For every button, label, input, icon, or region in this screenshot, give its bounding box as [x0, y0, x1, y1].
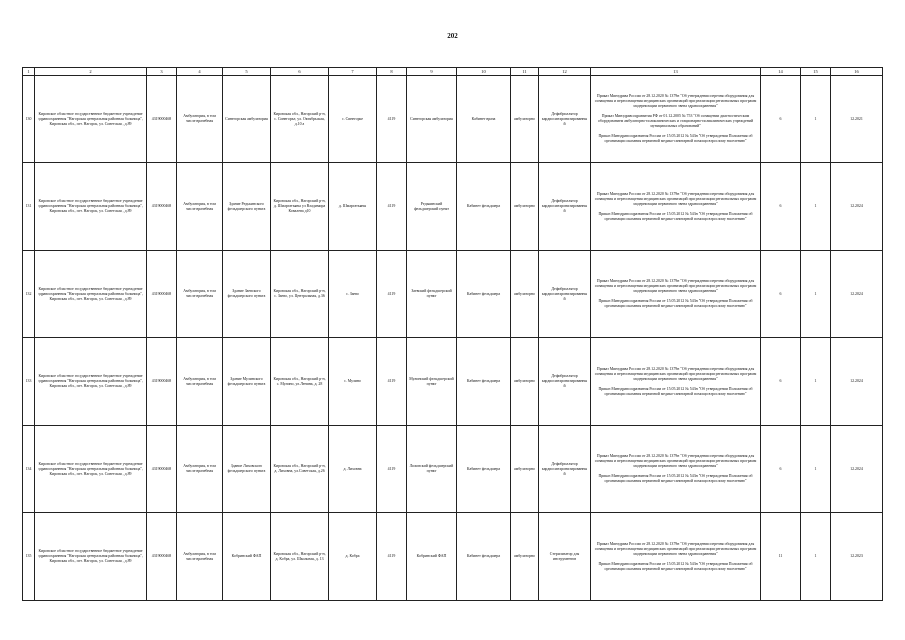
regulation-doc: Приказ Минздрава России от 28.12.2020 № 1379н "Об утверждении перечня оборудования для оснащения и переоснащения медицинских организаций при реализации региональных программ модернизации первичного звена здравоохранения"	[594, 279, 757, 294]
facility-cell: Кобринский ФАП	[407, 513, 457, 601]
room-cell: Кабинет фельдшера	[457, 250, 511, 338]
code-cell: 4119	[377, 425, 407, 513]
quantity-cell: 1	[801, 163, 831, 251]
room-cell: Кабинет фельдшера	[457, 163, 511, 251]
unit-name-cell: Здание Редькинского фельдшерского пункта	[223, 163, 271, 251]
facility-cell: Редькинский фельдшерский пункт	[407, 163, 457, 251]
inn-cell: 4319000468	[147, 338, 177, 426]
table-row	[23, 513, 883, 601]
organization-cell: Кировское областное государственное бюджетное учреждение здравоохранения "Нагорская центральная районная больница", Кировская обл., пгт. Нагорск, ул. Советская , д.89	[35, 163, 147, 251]
table-header-row	[23, 68, 883, 76]
regulation-docs-cell	[591, 338, 761, 426]
row-number: 131	[23, 163, 35, 251]
column-number: 1	[23, 68, 35, 76]
date-cell: 12.2024	[831, 163, 883, 251]
regulation-doc: Приказ Минздравсоцразвития России от 15.05.2012 № 543н "Об утверждении Положения об организации оказания первичной медико-санитарной помощи взрослому населению"	[598, 299, 753, 309]
equipment-cell: Дефибриллятор кардиосинхронизированный	[539, 75, 591, 163]
regulation-doc: Приказ Минздравсоцразвития России от 15.05.2012 № 543н "Об утверждении Положения об организации оказания первичной медико-санитарной помощи взрослому населению"	[598, 561, 753, 571]
regulation-doc: Приказ Минздрава России от 28.12.2020 № 1379н "Об утверждении перечня оборудования для оснащения и переоснащения медицинских организаций при реализации региональных программ модернизации первичного звена здравоохранения"	[594, 541, 757, 556]
column-number: 14	[761, 68, 801, 76]
table-row	[23, 163, 883, 251]
facility-cell: Лиховский фельдшерский пункт	[407, 425, 457, 513]
facility-type-cell: Амбулатория, в том числе врачебная	[177, 338, 223, 426]
quantity-required-cell: 11	[761, 513, 801, 601]
settlement-cell: с. Синегорье	[329, 75, 377, 163]
inn-cell: 4319000468	[147, 425, 177, 513]
inn-cell: 4319000468	[147, 75, 177, 163]
condition-cell: амбулаторно	[511, 513, 539, 601]
date-cell: 12.2024	[831, 338, 883, 426]
regulation-docs-cell	[591, 75, 761, 163]
unit-name-cell: Синегорская амбулатория	[223, 75, 271, 163]
regulation-doc: Приказ Минздравсоцразвития РФ от 01.12.2005 № 753 "Об оснащении диагностическим оборудованием амбулаторно-поликлинических и стационарно-поликлинических учреждений муниципальных образований"	[597, 114, 754, 129]
code-cell: 4119	[377, 513, 407, 601]
column-number: 11	[511, 68, 539, 76]
date-cell: 12.2023	[831, 513, 883, 601]
column-number: 9	[407, 68, 457, 76]
address-cell: Кировская обл., Нагорский р-н, с. Заево, ул. Центральная, д.36	[271, 250, 329, 338]
unit-name-cell: Здание Заевского фельдшерского пункта	[223, 250, 271, 338]
quantity-cell: 1	[801, 425, 831, 513]
column-number: 7	[329, 68, 377, 76]
column-number: 2	[35, 68, 147, 76]
inn-cell: 4319000468	[147, 250, 177, 338]
address-cell: Кировская обл., Нагорский р-н, д. Шмаргатьяны ул Владимира Ковалева д10	[271, 163, 329, 251]
regulation-docs-cell	[591, 513, 761, 601]
room-cell: Кабинет фельдшера	[457, 425, 511, 513]
column-number: 4	[177, 68, 223, 76]
equipment-cell: Стерилизатор для инструментов	[539, 513, 591, 601]
regulation-doc: Приказ Минздрава России от 28.12.2020 № 1379н "Об утверждении перечня оборудования для оснащения и переоснащения медицинских организаций при реализации региональных программ модернизации первичного звена здравоохранения"	[594, 191, 757, 206]
quantity-required-cell: 6	[761, 250, 801, 338]
address-cell: Кировская обл., Нагорский р-н, д. Кобра, ул. Школьная, д. 13	[271, 513, 329, 601]
organization-cell: Кировское областное государственное бюджетное учреждение здравоохранения "Нагорская центральная районная больница", Кировская обл., пгт. Нагорск, ул. Советская , д.89	[35, 513, 147, 601]
room-cell: Кабинет фельдшера	[457, 338, 511, 426]
code-cell: 4119	[377, 250, 407, 338]
regulation-docs-cell	[591, 425, 761, 513]
equipment-cell: Дефибриллятор кардиосинхронизированный	[539, 425, 591, 513]
row-number: 133	[23, 338, 35, 426]
facility-type-cell: Амбулатория, в том числе врачебная	[177, 163, 223, 251]
settlement-cell: с. Мулино	[329, 338, 377, 426]
regulation-doc: Приказ Минздрава России от 28.12.2020 № 1379н "Об утверждении перечня оборудования для оснащения и переоснащения медицинских организаций при реализации региональных программ модернизации первичного звена здравоохранения"	[594, 366, 757, 381]
condition-cell: амбулаторно	[511, 338, 539, 426]
room-cell: Кабинет фельдшера	[457, 513, 511, 601]
facility-cell: Синегорская амбулатория	[407, 75, 457, 163]
facility-cell: Заевский фельдшерский пункт	[407, 250, 457, 338]
quantity-required-cell: 6	[761, 75, 801, 163]
column-number: 10	[457, 68, 511, 76]
address-cell: Кировская обл., Нагорский р-н, д. Лиховна, ул.Советская, д.26	[271, 425, 329, 513]
equipment-cell: Дефибриллятор кардиосинхронизированный	[539, 250, 591, 338]
column-number: 5	[223, 68, 271, 76]
regulation-doc: Приказ Минздрава России от 28.12.2020 № 1379н "Об утверждении перечня оборудования для оснащения и переоснащения медицинских организаций при реализации региональных программ модернизации первичного звена здравоохранения"	[594, 454, 757, 469]
regulation-doc: Приказ Минздравсоцразвития России от 15.05.2012 № 543н "Об утверждении Положения об организации оказания первичной медико-санитарной помощи взрослому населению"	[598, 386, 753, 396]
settlement-cell: д. Шмаргатьяны	[329, 163, 377, 251]
room-cell: Кабинет врача	[457, 75, 511, 163]
date-cell: 12.2021	[831, 75, 883, 163]
quantity-required-cell: 6	[761, 163, 801, 251]
quantity-cell: 1	[801, 338, 831, 426]
condition-cell: амбулаторно	[511, 250, 539, 338]
row-number: 134	[23, 425, 35, 513]
regulation-docs-cell	[591, 250, 761, 338]
organization-cell: Кировское областное государственное бюджетное учреждение здравоохранения "Нагорская центральная районная больница", Кировская обл., пгт. Нагорск, ул. Советская , д.89	[35, 338, 147, 426]
code-cell: 4119	[377, 163, 407, 251]
table-row	[23, 338, 883, 426]
column-number: 8	[377, 68, 407, 76]
column-number: 6	[271, 68, 329, 76]
quantity-cell: 1	[801, 75, 831, 163]
date-cell: 12.2024	[831, 425, 883, 513]
quantity-cell: 1	[801, 513, 831, 601]
regulation-doc: Приказ Минздравсоцразвития России от 15.05.2012 № 543н "Об утверждении Положения об организации оказания первичной медико-санитарной помощи взрослому населению"	[598, 211, 753, 221]
table-row	[23, 250, 883, 338]
settlement-cell: д. Лиховна	[329, 425, 377, 513]
quantity-required-cell: 6	[761, 425, 801, 513]
facility-type-cell: Амбулатория, в том числе врачебная	[177, 425, 223, 513]
organization-cell: Кировское областное государственное бюджетное учреждение здравоохранения "Нагорская центральная районная больница", Кировская обл., пгт. Нагорск, ул. Советская , д.89	[35, 250, 147, 338]
code-cell: 4119	[377, 338, 407, 426]
condition-cell: амбулаторно	[511, 75, 539, 163]
unit-name-cell: Здание Лиховского фельдшерского пункта	[223, 425, 271, 513]
settlement-cell: с. Заево	[329, 250, 377, 338]
column-number: 13	[591, 68, 761, 76]
facility-cell: Мулинский фельдшерский пункт	[407, 338, 457, 426]
column-number: 16	[831, 68, 883, 76]
unit-name-cell: Кобринский ФАП	[223, 513, 271, 601]
date-cell: 12.2024	[831, 250, 883, 338]
organization-cell: Кировское областное государственное бюджетное учреждение здравоохранения "Нагорская центральная районная больница", Кировская обл., пгт. Нагорск, ул. Советская , д.89	[35, 425, 147, 513]
table-row	[23, 425, 883, 513]
facility-type-cell: Амбулатория, в том числе врачебная	[177, 513, 223, 601]
quantity-cell: 1	[801, 250, 831, 338]
inn-cell: 4319000468	[147, 513, 177, 601]
facility-type-cell: Амбулатория, в том числе врачебная	[177, 75, 223, 163]
regulation-doc: Приказ Минздравсоцразвития России от 15.05.2012 № 543н "Об утверждении Положения об организации оказания первичной медико-санитарной помощи взрослому населению"	[598, 134, 753, 144]
unit-name-cell: Здание Мулинского фельдшерского пункта	[223, 338, 271, 426]
settlement-cell: д. Кобра	[329, 513, 377, 601]
row-number: 135	[23, 513, 35, 601]
address-cell: Кировская обл., Нагорский р-н, с. Мулино, ул.Ленина, д. 28	[271, 338, 329, 426]
equipment-cell: Дефибриллятор кардиосинхронизированный	[539, 163, 591, 251]
facility-type-cell: Амбулатория, в том числе врачебная	[177, 250, 223, 338]
row-number: 132	[23, 250, 35, 338]
column-number: 3	[147, 68, 177, 76]
regulation-doc: Приказ Минздравсоцразвития России от 15.05.2012 № 543н "Об утверждении Положения об организации оказания первичной медико-санитарной помощи взрослому населению"	[598, 474, 753, 484]
regulation-docs-cell	[591, 163, 761, 251]
address-cell: Кировская обл., Нагорский р-н, с. Синегорье, ул. Октябрьская, д.10 а	[271, 75, 329, 163]
table-row	[23, 75, 883, 163]
organization-cell: Кировское областное государственное бюджетное учреждение здравоохранения "Нагорская центральная районная больница", Кировская обл., пгт. Нагорск, ул. Советская , д.89	[35, 75, 147, 163]
regulation-doc: Приказ Минздрава России от 28.12.2020 № 1379н "Об утверждении перечня оборудования для оснащения и переоснащения медицинских организаций при реализации региональных программ модернизации первичного звена здравоохранения"	[594, 94, 757, 109]
column-number: 15	[801, 68, 831, 76]
code-cell: 4119	[377, 75, 407, 163]
column-number: 12	[539, 68, 591, 76]
quantity-required-cell: 6	[761, 338, 801, 426]
equipment-cell: Дефибриллятор кардиосинхронизированный	[539, 338, 591, 426]
row-number: 130	[23, 75, 35, 163]
condition-cell: амбулаторно	[511, 425, 539, 513]
condition-cell: амбулаторно	[511, 163, 539, 251]
equipment-table	[22, 67, 883, 601]
inn-cell: 4319000468	[147, 163, 177, 251]
page-number: 202	[447, 32, 458, 40]
